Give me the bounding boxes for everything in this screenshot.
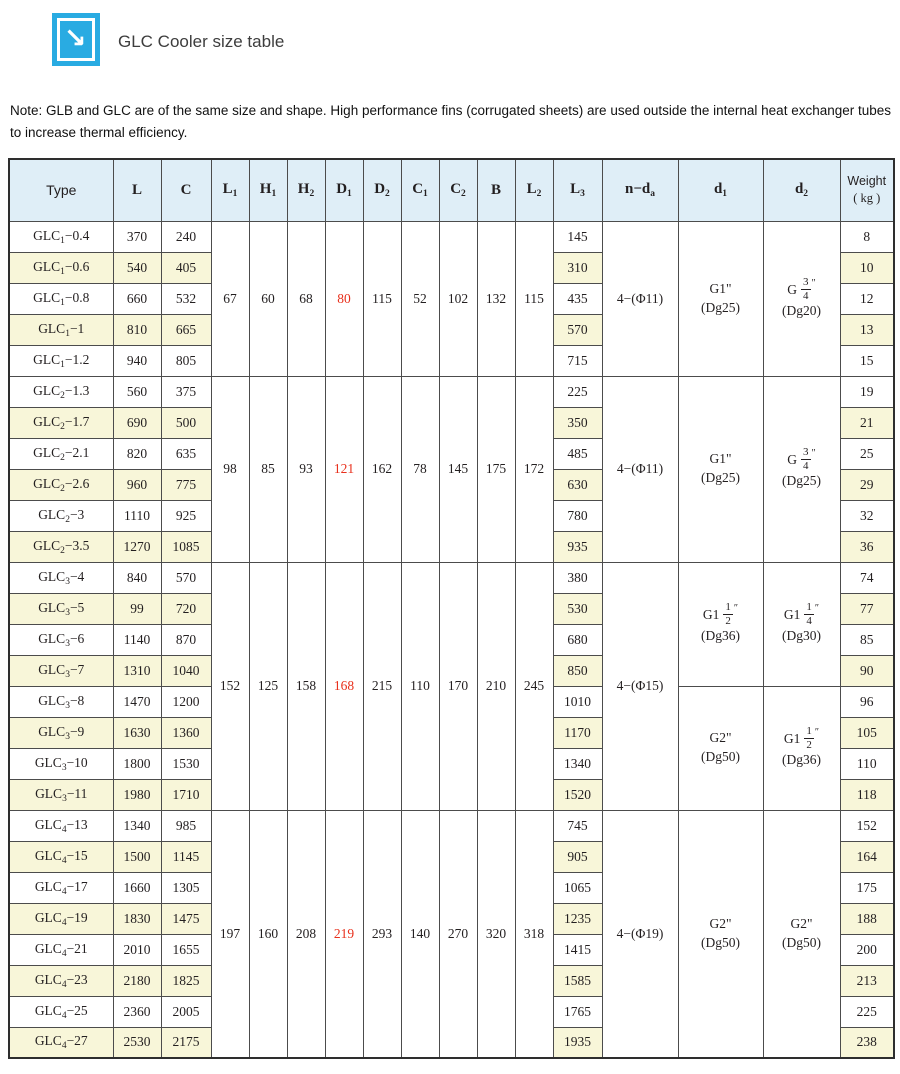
c-value: 775	[161, 469, 211, 500]
weight-value: 175	[840, 872, 894, 903]
l-value: 2010	[113, 934, 161, 965]
col-header-d2-conn: $d_2$	[763, 159, 840, 221]
d2-shared-value: 162	[363, 376, 401, 562]
c-value: 1040	[161, 655, 211, 686]
l2-shared-value: 318	[515, 810, 553, 1058]
l3-value: 1765	[553, 996, 602, 1027]
l-value: 1110	[113, 500, 161, 531]
h1-shared-value: 160	[249, 810, 287, 1058]
col-header-h2: $H_2$	[287, 159, 325, 221]
c1-shared-value: 110	[401, 562, 439, 810]
page-title: GLC Cooler size table	[118, 32, 285, 51]
c-value: 870	[161, 624, 211, 655]
table-header-row	[9, 159, 894, 221]
d2-shared-value: 115	[363, 221, 401, 376]
table-row	[9, 221, 894, 252]
c-value: 635	[161, 438, 211, 469]
l-value: 1500	[113, 841, 161, 872]
type-cell: $GLC_3-7$	[9, 655, 113, 686]
l-value: 660	[113, 283, 161, 314]
l3-value: 715	[553, 345, 602, 376]
d2-connection-cell: G2" (Dg50)	[763, 810, 840, 1058]
d2-connection-cell: G1 $\frac{1}{4}$ ″ (Dg30)	[763, 562, 840, 686]
col-header-b: B	[477, 159, 515, 221]
type-cell: $GLC_1-1$	[9, 314, 113, 345]
b-shared-value: 320	[477, 810, 515, 1058]
c2-shared-value: 270	[439, 810, 477, 1058]
l-value: 940	[113, 345, 161, 376]
col-header-d1-conn: $d_1$	[678, 159, 763, 221]
c-value: 405	[161, 252, 211, 283]
weight-value: 238	[840, 1027, 894, 1058]
l-value: 1630	[113, 717, 161, 748]
d1-connection-cell: G2" (Dg50)	[678, 810, 763, 1058]
c-value: 985	[161, 810, 211, 841]
weight-value: 13	[840, 314, 894, 345]
l3-value: 1170	[553, 717, 602, 748]
weight-value: 110	[840, 748, 894, 779]
l-value: 820	[113, 438, 161, 469]
type-cell: $GLC_3-11$	[9, 779, 113, 810]
d2-connection-cell: G $\frac{3}{4}$ ″ (Dg20)	[763, 221, 840, 376]
l-value: 1310	[113, 655, 161, 686]
l3-value: 570	[553, 314, 602, 345]
col-header-d1: $D_1$	[325, 159, 363, 221]
type-cell: $GLC_2-1.7$	[9, 407, 113, 438]
n-da-shared-value: 4−(Φ11)	[602, 221, 678, 376]
l-value: 1340	[113, 810, 161, 841]
c-value: 2175	[161, 1027, 211, 1058]
col-header-l: L	[113, 159, 161, 221]
weight-value: 25	[840, 438, 894, 469]
c2-shared-value: 170	[439, 562, 477, 810]
l3-value: 1340	[553, 748, 602, 779]
type-cell: $GLC_2-1.3$	[9, 376, 113, 407]
table-body	[9, 221, 894, 1058]
l-value: 690	[113, 407, 161, 438]
c-value: 570	[161, 562, 211, 593]
l3-value: 1065	[553, 872, 602, 903]
l3-value: 225	[553, 376, 602, 407]
type-cell: $GLC_2-2.6$	[9, 469, 113, 500]
l-value: 560	[113, 376, 161, 407]
l3-value: 1520	[553, 779, 602, 810]
d2-shared-value: 293	[363, 810, 401, 1058]
col-header-d2: $D_2$	[363, 159, 401, 221]
l3-value: 380	[553, 562, 602, 593]
c-value: 1710	[161, 779, 211, 810]
l-value: 1140	[113, 624, 161, 655]
l3-value: 905	[553, 841, 602, 872]
l-value: 960	[113, 469, 161, 500]
l2-shared-value: 245	[515, 562, 553, 810]
weight-value: 21	[840, 407, 894, 438]
l2-shared-value: 172	[515, 376, 553, 562]
l3-value: 1585	[553, 965, 602, 996]
weight-value: 213	[840, 965, 894, 996]
type-cell: $GLC_4-17$	[9, 872, 113, 903]
l-value: 1830	[113, 903, 161, 934]
l1-shared-value: 152	[211, 562, 249, 810]
d1-shared-value: 168	[325, 562, 363, 810]
c-value: 2005	[161, 996, 211, 1027]
c-value: 1360	[161, 717, 211, 748]
icon-inner-frame	[57, 18, 95, 61]
l-value: 99	[113, 593, 161, 624]
c-value: 805	[161, 345, 211, 376]
l3-value: 530	[553, 593, 602, 624]
weight-value: 29	[840, 469, 894, 500]
weight-value: 74	[840, 562, 894, 593]
c-value: 1530	[161, 748, 211, 779]
c-value: 1200	[161, 686, 211, 717]
h2-shared-value: 208	[287, 810, 325, 1058]
c-value: 925	[161, 500, 211, 531]
l-value: 2530	[113, 1027, 161, 1058]
l1-shared-value: 98	[211, 376, 249, 562]
section-icon	[52, 13, 100, 66]
table-row	[9, 376, 894, 407]
col-header-h1: $H_1$	[249, 159, 287, 221]
cooler-size-table	[8, 158, 895, 1059]
n-da-shared-value: 4−(Φ11)	[602, 376, 678, 562]
l3-value: 745	[553, 810, 602, 841]
c2-shared-value: 145	[439, 376, 477, 562]
l-value: 2180	[113, 965, 161, 996]
d1-shared-value: 121	[325, 376, 363, 562]
type-cell: $GLC_1-1.2$	[9, 345, 113, 376]
l1-shared-value: 67	[211, 221, 249, 376]
type-cell: $GLC_4-25$	[9, 996, 113, 1027]
col-header-c2: $C_2$	[439, 159, 477, 221]
col-header-n-da: $n-d_a$	[602, 159, 678, 221]
n-da-shared-value: 4−(Φ19)	[602, 810, 678, 1058]
arrow-down-right-icon: ↘	[63, 23, 87, 54]
l3-value: 435	[553, 283, 602, 314]
type-cell: $GLC_1-0.8$	[9, 283, 113, 314]
n-da-shared-value: 4−(Φ15)	[602, 562, 678, 810]
c-value: 665	[161, 314, 211, 345]
col-header-c: C	[161, 159, 211, 221]
type-cell: $GLC_2-2.1$	[9, 438, 113, 469]
d2-connection-cell: G $\frac{3}{4}$ ″ (Dg25)	[763, 376, 840, 562]
l3-value: 350	[553, 407, 602, 438]
weight-value: 200	[840, 934, 894, 965]
type-cell: $GLC_2-3.5$	[9, 531, 113, 562]
weight-value: 225	[840, 996, 894, 1027]
h1-shared-value: 85	[249, 376, 287, 562]
type-cell: $GLC_3-6$	[9, 624, 113, 655]
header-row	[9, 159, 894, 221]
type-cell: $GLC_4-15$	[9, 841, 113, 872]
d1-shared-value: 219	[325, 810, 363, 1058]
l3-value: 850	[553, 655, 602, 686]
l-value: 1470	[113, 686, 161, 717]
type-cell: $GLC_4-21$	[9, 934, 113, 965]
c-value: 500	[161, 407, 211, 438]
l3-value: 1415	[553, 934, 602, 965]
type-cell: $GLC_1-0.4$	[9, 221, 113, 252]
h1-shared-value: 60	[249, 221, 287, 376]
l-value: 810	[113, 314, 161, 345]
c-value: 1305	[161, 872, 211, 903]
h2-shared-value: 93	[287, 376, 325, 562]
c-value: 1825	[161, 965, 211, 996]
c-value: 240	[161, 221, 211, 252]
c-value: 720	[161, 593, 211, 624]
note-text: Note: GLB and GLC are of the same size and shape. High performance fins (corrugated sheets) are used outside the internal heat exchanger tubes to increase thermal efficiency.	[10, 103, 892, 140]
weight-value: 32	[840, 500, 894, 531]
c1-shared-value: 78	[401, 376, 439, 562]
l3-value: 780	[553, 500, 602, 531]
type-cell: $GLC_4-13$	[9, 810, 113, 841]
h2-shared-value: 158	[287, 562, 325, 810]
l3-value: 1935	[553, 1027, 602, 1058]
weight-value: 152	[840, 810, 894, 841]
l-value: 540	[113, 252, 161, 283]
weight-value: 8	[840, 221, 894, 252]
type-cell: $GLC_3-5$	[9, 593, 113, 624]
col-header-weight: Weight ( kg )	[840, 159, 894, 221]
d1-connection-cell: G1" (Dg25)	[678, 221, 763, 376]
weight-value: 19	[840, 376, 894, 407]
l-value: 1270	[113, 531, 161, 562]
type-cell: $GLC_2-3$	[9, 500, 113, 531]
d1-connection-cell: G1 $\frac{1}{2}$ ″ (Dg36)	[678, 562, 763, 686]
b-shared-value: 175	[477, 376, 515, 562]
weight-value: 85	[840, 624, 894, 655]
c-value: 532	[161, 283, 211, 314]
weight-value: 118	[840, 779, 894, 810]
l-value: 1980	[113, 779, 161, 810]
weight-value: 10	[840, 252, 894, 283]
l1-shared-value: 197	[211, 810, 249, 1058]
weight-value: 15	[840, 345, 894, 376]
type-cell: $GLC_3-9$	[9, 717, 113, 748]
l3-value: 680	[553, 624, 602, 655]
col-header-l2: $L_2$	[515, 159, 553, 221]
col-header-l3: $L_3$	[553, 159, 602, 221]
b-shared-value: 210	[477, 562, 515, 810]
col-header-l1: $L_1$	[211, 159, 249, 221]
c2-shared-value: 102	[439, 221, 477, 376]
l-value: 1660	[113, 872, 161, 903]
d1-shared-value: 80	[325, 221, 363, 376]
c1-shared-value: 52	[401, 221, 439, 376]
type-cell: $GLC_3-4$	[9, 562, 113, 593]
weight-value: 77	[840, 593, 894, 624]
l3-value: 935	[553, 531, 602, 562]
l-value: 1800	[113, 748, 161, 779]
l-value: 2360	[113, 996, 161, 1027]
weight-value: 164	[840, 841, 894, 872]
type-cell: $GLC_4-23$	[9, 965, 113, 996]
type-cell: $GLC_1-0.6$	[9, 252, 113, 283]
table-row	[9, 562, 894, 593]
l3-value: 1235	[553, 903, 602, 934]
b-shared-value: 132	[477, 221, 515, 376]
table-row	[9, 810, 894, 841]
col-header-type: Type	[9, 159, 113, 221]
l2-shared-value: 115	[515, 221, 553, 376]
c-value: 1475	[161, 903, 211, 934]
h2-shared-value: 68	[287, 221, 325, 376]
weight-value: 36	[840, 531, 894, 562]
l3-value: 1010	[553, 686, 602, 717]
c1-shared-value: 140	[401, 810, 439, 1058]
type-cell: $GLC_4-19$	[9, 903, 113, 934]
l-value: 840	[113, 562, 161, 593]
c-value: 1655	[161, 934, 211, 965]
l-value: 370	[113, 221, 161, 252]
weight-value: 188	[840, 903, 894, 934]
d1-connection-cell: G1" (Dg25)	[678, 376, 763, 562]
weight-value: 90	[840, 655, 894, 686]
l3-value: 145	[553, 221, 602, 252]
d2-shared-value: 215	[363, 562, 401, 810]
col-header-c1: $C_1$	[401, 159, 439, 221]
l3-value: 310	[553, 252, 602, 283]
weight-value: 12	[840, 283, 894, 314]
d2-connection-cell: G1 $\frac{1}{2}$ ″ (Dg36)	[763, 686, 840, 810]
c-value: 375	[161, 376, 211, 407]
l3-value: 485	[553, 438, 602, 469]
l3-value: 630	[553, 469, 602, 500]
weight-value: 105	[840, 717, 894, 748]
type-cell: $GLC_3-10$	[9, 748, 113, 779]
c-value: 1085	[161, 531, 211, 562]
c-value: 1145	[161, 841, 211, 872]
type-cell: $GLC_3-8$	[9, 686, 113, 717]
weight-value: 96	[840, 686, 894, 717]
d1-connection-cell: G2" (Dg50)	[678, 686, 763, 810]
type-cell: $GLC_4-27$	[9, 1027, 113, 1058]
h1-shared-value: 125	[249, 562, 287, 810]
